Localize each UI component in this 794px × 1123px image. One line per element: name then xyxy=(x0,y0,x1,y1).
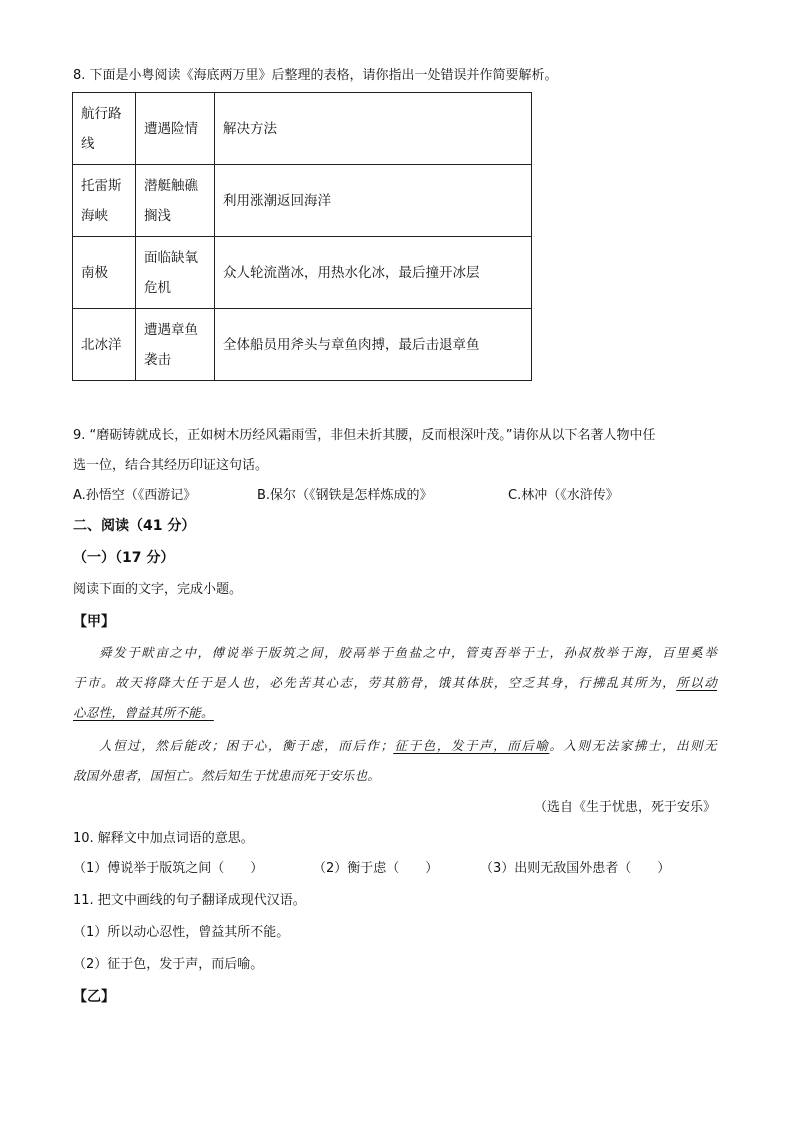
option-a: A.孙悟空（《西游记》 xyxy=(73,488,197,503)
question-10-item: （2）衡于虑（ ） xyxy=(313,861,439,876)
section-title: 二、阅读（41 分） xyxy=(73,518,196,534)
table-cell: 众人轮流凿冰，用热水化冰，最后撞开冰层 xyxy=(215,237,532,309)
passage-yi-label: 【乙】 xyxy=(73,989,115,1005)
question-10-items xyxy=(73,859,713,879)
question-10-item: （3）出则无敌国外患者（ ） xyxy=(480,861,671,876)
table-cell: 面临缺氧危机 xyxy=(136,237,215,309)
passage-line: 敌国外患者，国恒亡。然后知生于忧患而死于安乐也。 xyxy=(73,768,381,783)
underlined-sentence: 征于色，发于声，而后喻 xyxy=(393,738,550,753)
table-header-danger: 遭遇险情 xyxy=(136,93,215,165)
passage-line xyxy=(73,698,717,728)
question-11-item: （2）征于色，发于声，而后喻。 xyxy=(73,957,264,972)
option-c: C.林冲（《水浒传》 xyxy=(508,488,619,503)
passage-jia-label: 【甲】 xyxy=(73,614,115,630)
table-cell: 遭遇章鱼袭击 xyxy=(136,309,215,381)
passage-line xyxy=(73,668,717,698)
question-10-item: （1）傅说举于版筑之间（ ） xyxy=(73,861,264,876)
question-11-item: （1）所以动心忍性，曾益其所不能。 xyxy=(73,925,290,940)
table-row xyxy=(73,237,532,309)
subsection-title: （一）（17 分） xyxy=(73,550,175,566)
table-cell: 潜艇触礁搁浅 xyxy=(136,165,215,237)
option-b: B.保尔（《钢铁是怎样炼成的》 xyxy=(257,488,433,503)
passage-line xyxy=(73,731,717,761)
passage-source: （选自《生于忧患，死于安乐》 xyxy=(533,800,716,815)
table-cell: 南极 xyxy=(73,237,136,309)
question-9-options xyxy=(73,486,673,506)
passage-text: 。入则无法家拂士，出则无 xyxy=(549,738,717,753)
table-cell: 托雷斯海峡 xyxy=(73,165,136,237)
question-10-prompt: 10. 解释文中加点词语的意思。 xyxy=(73,831,254,846)
question-9-line-1: 9. “磨砺铸就成长，正如树木历经风霜雨雪，非但未折其腰，反而根深叶茂。”请你从以下名著人物中任 xyxy=(73,428,656,443)
table-cell: 北冰洋 xyxy=(73,309,136,381)
table-header-row xyxy=(73,93,532,165)
table-row xyxy=(73,165,532,237)
question-9-line-2: 选一位，结合其经历印证这句话。 xyxy=(73,458,269,473)
underlined-sentence: 心忍性，曾益其所不能。 xyxy=(73,705,214,720)
passage-text: 于市。故天将降大任于是人也，必先苦其心志，劳其筋骨，饿其体肤，空乏其身，行拂乱其所为， xyxy=(73,675,677,690)
voyage-table xyxy=(72,92,532,381)
question-8-prompt: 8. 下面是小粤阅读《海底两万里》后整理的表格，请你指出一处错误并作简要解析。 xyxy=(73,68,558,83)
question-11-prompt: 11. 把文中画线的句子翻译成现代汉语。 xyxy=(73,893,306,908)
table-cell: 全体船员用斧头与章鱼肉搏，最后击退章鱼 xyxy=(215,309,532,381)
table-cell: 利用涨潮返回海洋 xyxy=(215,165,532,237)
passage-text: 人恒过，然后能改；困于心，衡于虑，而后作； xyxy=(99,738,394,753)
reading-instruction: 阅读下面的文字，完成小题。 xyxy=(73,582,243,597)
underlined-sentence: 所以动 xyxy=(676,675,717,690)
passage-line: 舜发于畎亩之中，傅说举于版筑之间，胶鬲举于鱼盐之中，管夷吾举于士，孙叔敖举于海，百里奚举 xyxy=(99,645,717,660)
table-header-solution: 解决方法 xyxy=(215,93,532,165)
table-row xyxy=(73,309,532,381)
table-header-route: 航行路线 xyxy=(73,93,136,165)
